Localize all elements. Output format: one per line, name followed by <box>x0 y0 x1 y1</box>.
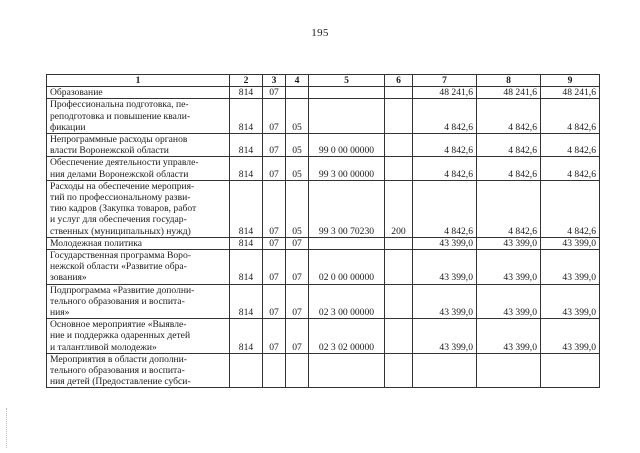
expense-type-code <box>385 353 413 388</box>
row-name <box>47 180 230 237</box>
subsection-code <box>286 353 309 388</box>
section-code: 07 <box>263 134 286 157</box>
table-row <box>47 237 600 249</box>
row-name <box>47 237 230 249</box>
amount-cell: 4 842,6 <box>541 180 600 237</box>
grbs-code <box>230 353 263 388</box>
subsection-code: 07 <box>286 284 309 319</box>
section-code: 07 <box>263 319 286 354</box>
table-body <box>47 75 600 388</box>
row-name-line: ния детей (Предоставление субси- <box>50 376 191 388</box>
amount-cell: 43 399,0 <box>477 319 541 354</box>
amount-cell <box>541 353 600 388</box>
target-article-code <box>309 99 385 134</box>
subsection-code: 05 <box>286 157 309 180</box>
expense-type-code <box>385 87 413 99</box>
amount-cell: 4 842,6 <box>541 99 600 134</box>
target-article-code: 02 3 00 00000 <box>309 284 385 319</box>
amount-cell: 4 842,6 <box>477 157 541 180</box>
expense-type-code <box>385 250 413 285</box>
row-name-line: тий по профессиональному разви- <box>50 192 191 204</box>
column-header: 1 <box>47 75 230 87</box>
target-article-code <box>309 353 385 388</box>
amount-cell: 4 842,6 <box>413 180 477 237</box>
scan-margin-marks <box>6 408 10 448</box>
expense-type-code <box>385 134 413 157</box>
column-header: 4 <box>286 75 309 87</box>
subsection-code: 07 <box>286 237 309 249</box>
amount-cell: 43 399,0 <box>477 284 541 319</box>
amount-cell: 43 399,0 <box>413 237 477 249</box>
row-name <box>47 87 230 99</box>
row-name <box>47 353 230 388</box>
amount-cell: 4 842,6 <box>413 157 477 180</box>
target-article-code <box>309 237 385 249</box>
amount-cell <box>477 353 541 388</box>
amount-cell: 43 399,0 <box>477 237 541 249</box>
amount-cell: 43 399,0 <box>541 237 600 249</box>
section-code: 07 <box>263 87 286 99</box>
row-name-line: реподготовка и повышение квали- <box>50 110 191 122</box>
table-row <box>47 134 600 157</box>
row-name-line: и услуг для обеспечения государ- <box>50 214 187 226</box>
table-row <box>47 353 600 388</box>
grbs-code: 814 <box>230 237 263 249</box>
section-code: 07 <box>263 284 286 319</box>
expense-type-code <box>385 157 413 180</box>
amount-cell: 4 842,6 <box>413 99 477 134</box>
target-article-code: 99 0 00 00000 <box>309 134 385 157</box>
amount-cell: 43 399,0 <box>413 250 477 285</box>
expense-type-code <box>385 99 413 134</box>
column-header: 5 <box>309 75 385 87</box>
row-name-line: тельного образования и воспита- <box>50 295 185 307</box>
row-name-line: Непрограммные расходы органов <box>50 134 188 146</box>
section-code: 07 <box>263 250 286 285</box>
subsection-code: 07 <box>286 250 309 285</box>
row-name-line: Основное мероприятие «Выявле- <box>50 319 187 331</box>
table-row <box>47 99 600 134</box>
header-row <box>47 75 600 87</box>
grbs-code: 814 <box>230 87 263 99</box>
row-name-line: ния делами Воронежской области <box>50 168 189 180</box>
section-code <box>263 353 286 388</box>
amount-cell: 4 842,6 <box>477 99 541 134</box>
grbs-code: 814 <box>230 250 263 285</box>
row-name <box>47 134 230 157</box>
row-name-line: власти Воронежской области <box>50 145 169 157</box>
expense-type-code <box>385 237 413 249</box>
expense-type-code <box>385 319 413 354</box>
section-code: 07 <box>263 237 286 249</box>
grbs-code: 814 <box>230 134 263 157</box>
row-name-line: ния» <box>50 307 70 319</box>
row-name <box>47 319 230 354</box>
amount-cell: 43 399,0 <box>413 319 477 354</box>
section-code: 07 <box>263 157 286 180</box>
column-header: 9 <box>541 75 600 87</box>
row-name-line: и талантливой молодежи» <box>50 341 157 353</box>
row-name-line: зования» <box>50 272 87 284</box>
amount-cell: 4 842,6 <box>477 180 541 237</box>
amount-cell <box>413 353 477 388</box>
grbs-code: 814 <box>230 284 263 319</box>
row-name-line: Расходы на обеспечение мероприя- <box>50 180 195 192</box>
row-name-line: тельного образования и воспита- <box>50 365 185 377</box>
row-name-line: фикации <box>50 121 86 133</box>
amount-cell: 4 842,6 <box>541 157 600 180</box>
amount-cell: 48 241,6 <box>477 87 541 99</box>
expense-type-code: 200 <box>385 180 413 237</box>
amount-cell: 4 842,6 <box>541 134 600 157</box>
table-row <box>47 157 600 180</box>
column-header: 6 <box>385 75 413 87</box>
row-name <box>47 250 230 285</box>
amount-cell: 43 399,0 <box>477 250 541 285</box>
subsection-code <box>286 87 309 99</box>
column-header: 3 <box>263 75 286 87</box>
subsection-code: 05 <box>286 134 309 157</box>
row-name <box>47 284 230 319</box>
row-name-line: Государственная программа Воро- <box>50 250 191 262</box>
amount-cell: 48 241,6 <box>541 87 600 99</box>
table-row <box>47 180 600 237</box>
row-name-line: Профессиональна подготовка, пе- <box>50 99 189 111</box>
table-row <box>47 284 600 319</box>
target-article-code: 99 3 00 70230 <box>309 180 385 237</box>
target-article-code: 02 0 00 00000 <box>309 250 385 285</box>
target-article-code: 02 3 02 00000 <box>309 319 385 354</box>
amount-cell: 4 842,6 <box>413 134 477 157</box>
page-number: 195 <box>311 27 329 39</box>
row-name-line: нежской области «Развитие обра- <box>50 261 187 273</box>
column-header: 2 <box>230 75 263 87</box>
amount-cell: 43 399,0 <box>541 319 600 354</box>
budget-table <box>46 74 600 388</box>
row-name-line: ственных (муниципальных) нужд) <box>50 225 191 237</box>
grbs-code: 814 <box>230 99 263 134</box>
subsection-code: 05 <box>286 180 309 237</box>
column-header: 8 <box>477 75 541 87</box>
row-name-line: Обеспечение деятельности управле- <box>50 157 199 169</box>
section-code: 07 <box>263 99 286 134</box>
amount-cell: 48 241,6 <box>413 87 477 99</box>
row-name-line: Мероприятия в области дополни- <box>50 353 188 365</box>
grbs-code: 814 <box>230 157 263 180</box>
row-name-line: Подпрограмма «Развитие дополни- <box>50 284 195 296</box>
expense-type-code <box>385 284 413 319</box>
amount-cell: 43 399,0 <box>541 284 600 319</box>
row-name <box>47 99 230 134</box>
subsection-code: 07 <box>286 319 309 354</box>
row-name <box>47 157 230 180</box>
grbs-code: 814 <box>230 180 263 237</box>
table-row <box>47 250 600 285</box>
row-name-line: тию кадров (Закупка товаров, работ <box>50 203 197 215</box>
table-row <box>47 319 600 354</box>
amount-cell: 43 399,0 <box>541 250 600 285</box>
subsection-code: 05 <box>286 99 309 134</box>
amount-cell: 4 842,6 <box>477 134 541 157</box>
row-name-line: Молодежная политика <box>50 237 143 249</box>
row-name-line: Образование <box>50 87 103 99</box>
grbs-code: 814 <box>230 319 263 354</box>
row-name-line: ние и поддержка одаренных детей <box>50 330 191 342</box>
amount-cell: 43 399,0 <box>413 284 477 319</box>
target-article-code: 99 3 00 00000 <box>309 157 385 180</box>
column-header: 7 <box>413 75 477 87</box>
target-article-code <box>309 87 385 99</box>
table-row <box>47 87 600 99</box>
section-code: 07 <box>263 180 286 237</box>
